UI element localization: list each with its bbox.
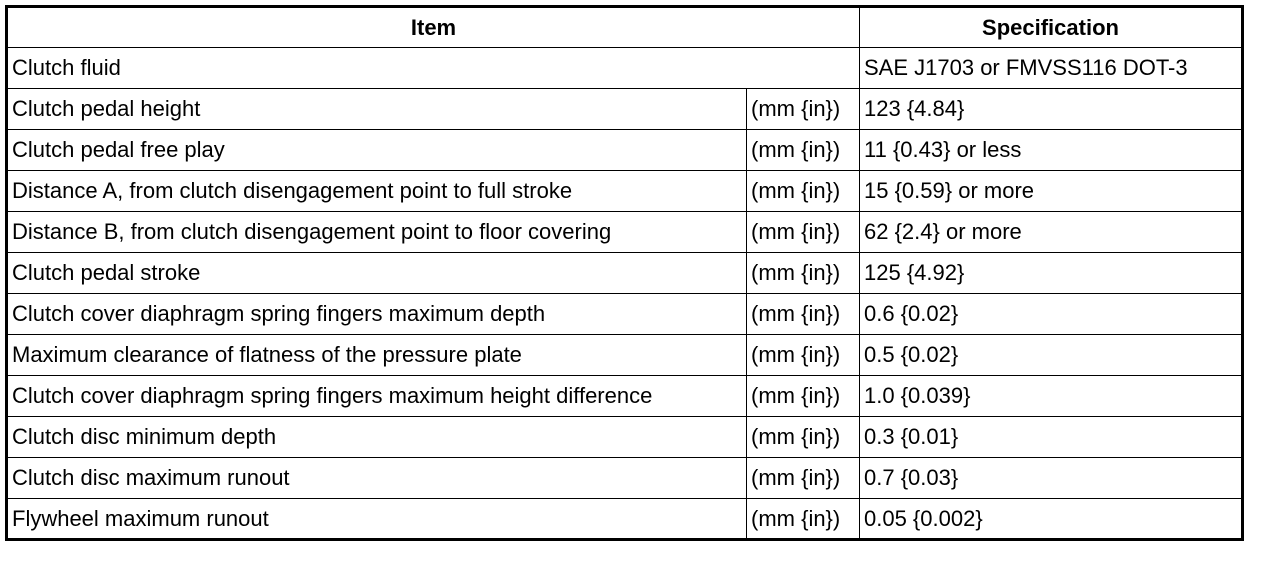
item-cell: Clutch pedal free play (7, 130, 747, 171)
table-row (7, 212, 1243, 253)
item-cell: Distance B, from clutch disengagement point to floor covering (7, 212, 747, 253)
spec-cell: 62 {2.4} or more (860, 212, 1243, 253)
unit-cell: (mm {in}) (747, 376, 860, 417)
unit-cell: (mm {in}) (747, 130, 860, 171)
spec-cell: 0.3 {0.01} (860, 417, 1243, 458)
table-row (7, 89, 1243, 130)
unit-cell: (mm {in}) (747, 335, 860, 376)
spec-cell: 125 {4.92} (860, 253, 1243, 294)
spec-cell: SAE J1703 or FMVSS116 DOT-3 (860, 48, 1243, 89)
spec-cell: 0.6 {0.02} (860, 294, 1243, 335)
unit-cell: (mm {in}) (747, 458, 860, 499)
table-header-row (7, 7, 1243, 48)
table-row (7, 499, 1243, 540)
item-cell: Clutch cover diaphragm spring fingers maximum height difference (7, 376, 747, 417)
header-item: Item (7, 7, 860, 48)
unit-cell: (mm {in}) (747, 499, 860, 540)
specification-table (5, 5, 1244, 541)
table-row (7, 130, 1243, 171)
table-row (7, 417, 1243, 458)
table-row (7, 48, 1243, 89)
spec-cell: 0.05 {0.002} (860, 499, 1243, 540)
table-row (7, 376, 1243, 417)
item-cell: Maximum clearance of flatness of the pressure plate (7, 335, 747, 376)
item-cell: Clutch pedal stroke (7, 253, 747, 294)
item-cell: Clutch fluid (7, 48, 860, 89)
table-row (7, 253, 1243, 294)
unit-cell: (mm {in}) (747, 253, 860, 294)
unit-cell: (mm {in}) (747, 212, 860, 253)
unit-cell: (mm {in}) (747, 294, 860, 335)
spec-cell: 11 {0.43} or less (860, 130, 1243, 171)
unit-cell: (mm {in}) (747, 171, 860, 212)
table-row (7, 294, 1243, 335)
item-cell: Clutch disc minimum depth (7, 417, 747, 458)
header-specification: Specification (860, 7, 1243, 48)
spec-cell: 0.5 {0.02} (860, 335, 1243, 376)
item-cell: Distance A, from clutch disengagement point to full stroke (7, 171, 747, 212)
table-row (7, 335, 1243, 376)
item-cell: Flywheel maximum runout (7, 499, 747, 540)
spec-cell: 1.0 {0.039} (860, 376, 1243, 417)
spec-cell: 123 {4.84} (860, 89, 1243, 130)
item-cell: Clutch cover diaphragm spring fingers maximum depth (7, 294, 747, 335)
unit-cell: (mm {in}) (747, 417, 860, 458)
unit-cell: (mm {in}) (747, 89, 860, 130)
table-row (7, 458, 1243, 499)
spec-cell: 0.7 {0.03} (860, 458, 1243, 499)
spec-cell: 15 {0.59} or more (860, 171, 1243, 212)
item-cell: Clutch disc maximum runout (7, 458, 747, 499)
item-cell: Clutch pedal height (7, 89, 747, 130)
table-row (7, 171, 1243, 212)
